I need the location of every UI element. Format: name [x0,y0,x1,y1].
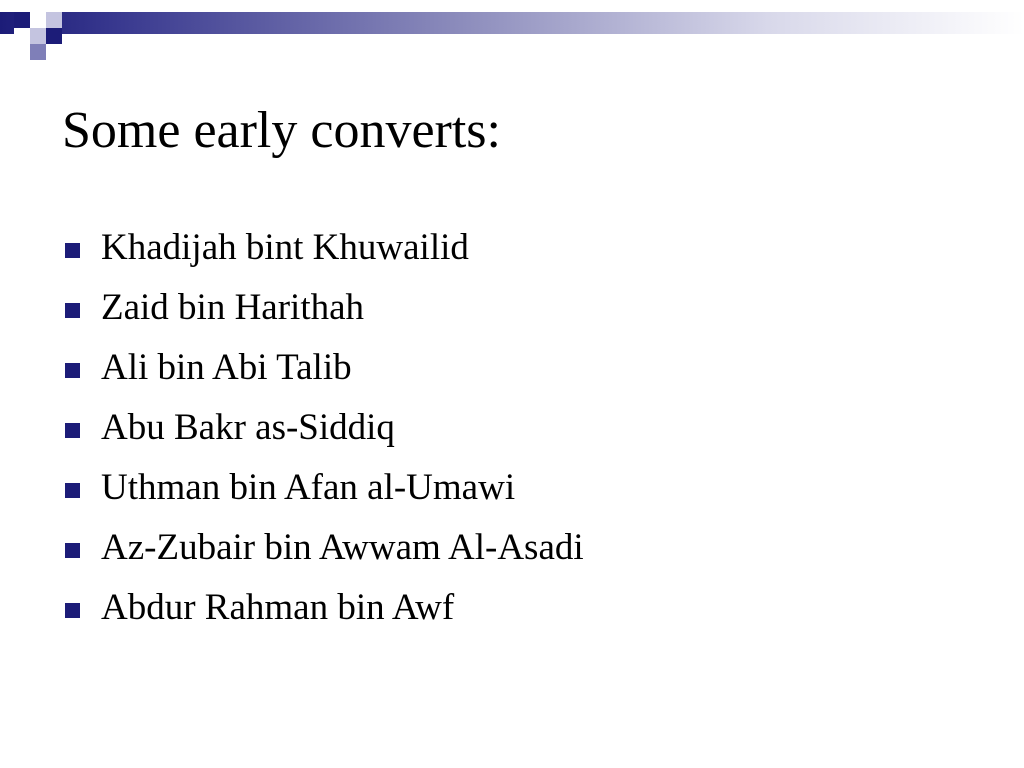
bullet-item [62,398,584,458]
square-bullet-icon [65,423,80,438]
bullet-text: Khadijah bint Khuwailid [101,227,469,268]
square-bullet-icon [65,303,80,318]
decor-square [14,12,30,28]
decor-square [30,44,46,60]
bullet-text: Abdur Rahman bin Awf [101,587,455,628]
bullet-item [62,218,584,278]
bullet-text: Abu Bakr as-Siddiq [101,407,395,448]
decor-square [46,44,62,60]
bullet-text: Zaid bin Harithah [101,287,365,328]
decor-square [46,12,62,28]
bullet-item [62,278,584,338]
decor-square [14,28,30,44]
bullet-text: Uthman bin Afan al-Umawi [101,467,516,508]
bullet-item [62,518,584,578]
decor-square [30,12,46,28]
bullet-item [62,578,584,638]
square-bullet-icon [65,243,80,258]
decor-square [46,28,62,44]
square-bullet-icon [65,543,80,558]
bullet-item [62,458,584,518]
bullet-text: Az-Zubair bin Awwam Al-Asadi [101,527,584,568]
header-gradient-band [0,12,1024,34]
bullet-item [62,338,584,398]
bullet-list [62,218,584,638]
square-bullet-icon [65,483,80,498]
square-bullet-icon [65,363,80,378]
decor-square [30,28,46,44]
bullet-text: Ali bin Abi Talib [101,347,352,388]
slide-title: Some early converts: [62,102,501,159]
square-bullet-icon [65,603,80,618]
